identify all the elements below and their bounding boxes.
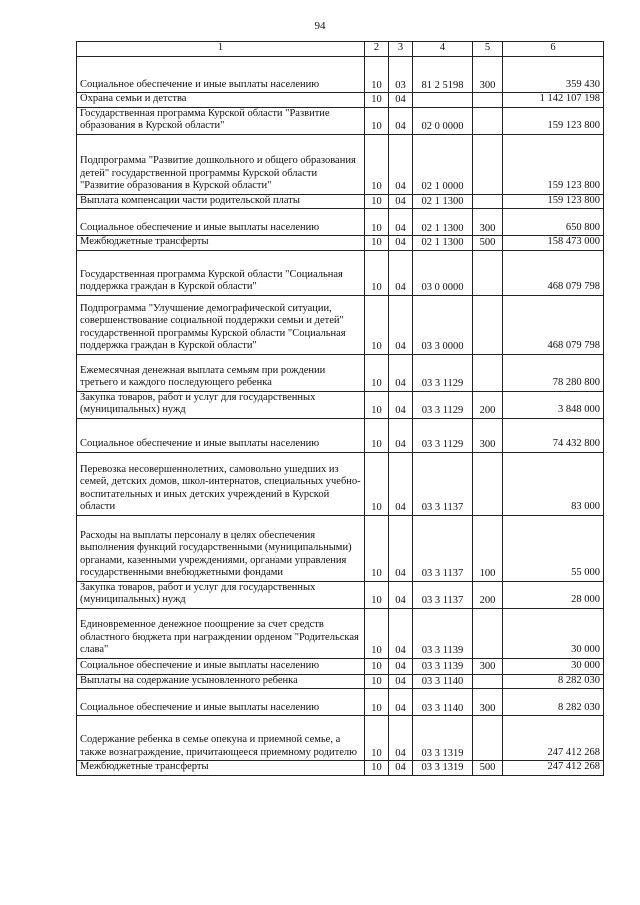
name-cell: Охрана семьи и детства (77, 93, 365, 108)
section-cell: 10 (365, 452, 389, 515)
table-row (77, 674, 604, 689)
subsection-cell: 04 (389, 354, 413, 391)
target-article-cell: 81 2 5198 (413, 57, 473, 93)
amount-cell: 30 000 (503, 658, 604, 674)
header-cell: 4 (413, 42, 473, 57)
section-cell: 10 (365, 134, 389, 194)
amount-cell: 1 142 107 198 (503, 93, 604, 108)
table-row (77, 107, 604, 134)
section-cell: 10 (365, 658, 389, 674)
section-cell: 10 (365, 761, 389, 776)
amount-cell: 159 123 800 (503, 194, 604, 209)
section-cell: 10 (365, 674, 389, 689)
section-cell: 10 (365, 689, 389, 716)
target-article-cell: 02 1 1300 (413, 209, 473, 236)
expense-type-cell: 200 (473, 581, 503, 608)
section-cell: 10 (365, 295, 389, 354)
target-article-cell: 03 3 1129 (413, 354, 473, 391)
target-article-cell: 03 3 1139 (413, 658, 473, 674)
table-row (77, 581, 604, 608)
amount-cell: 8 282 030 (503, 674, 604, 689)
name-cell: Подпрограмма "Улучшение демографической ситуации, совершенствование социальной поддержки семьи и детей" государственной программы Курской области "Социальная поддержка граждан в Курской области" (77, 295, 365, 354)
header-cell: 5 (473, 42, 503, 57)
target-article-cell: 03 0 0000 (413, 250, 473, 295)
subsection-cell: 04 (389, 391, 413, 418)
section-cell: 10 (365, 107, 389, 134)
subsection-cell: 04 (389, 761, 413, 776)
name-cell: Выплата компенсации части родительской платы (77, 194, 365, 209)
subsection-cell: 04 (389, 209, 413, 236)
expense-type-cell (473, 250, 503, 295)
target-article-cell: 03 3 1140 (413, 674, 473, 689)
table-row (77, 515, 604, 581)
name-cell: Ежемесячная денежная выплата семьям при рождении третьего и каждого последующего ребенка (77, 354, 365, 391)
expense-type-cell (473, 194, 503, 209)
expense-type-cell (473, 134, 503, 194)
subsection-cell: 04 (389, 452, 413, 515)
amount-cell: 468 079 798 (503, 250, 604, 295)
target-article-cell (413, 93, 473, 108)
expense-type-cell (473, 354, 503, 391)
target-article-cell: 03 3 1319 (413, 761, 473, 776)
expense-type-cell (473, 608, 503, 658)
amount-cell: 650 800 (503, 209, 604, 236)
amount-cell: 3 848 000 (503, 391, 604, 418)
budget-table (76, 41, 604, 776)
table-row (77, 608, 604, 658)
table-row (77, 716, 604, 761)
subsection-cell: 04 (389, 658, 413, 674)
section-cell: 10 (365, 194, 389, 209)
table-row (77, 57, 604, 93)
table-row (77, 236, 604, 251)
name-cell: Межбюджетные трансферты (77, 236, 365, 251)
target-article-cell: 03 3 1137 (413, 581, 473, 608)
name-cell: Закупка товаров, работ и услуг для государственных (муниципальных) нужд (77, 581, 365, 608)
table-body (77, 42, 604, 776)
expense-type-cell (473, 107, 503, 134)
expense-type-cell: 500 (473, 236, 503, 251)
target-article-cell: 03 3 0000 (413, 295, 473, 354)
name-cell: Государственная программа Курской области "Социальная поддержка граждан в Курской области" (77, 250, 365, 295)
amount-cell: 468 079 798 (503, 295, 604, 354)
subsection-cell: 04 (389, 107, 413, 134)
name-cell: Перевозка несовершеннолетних, самовольно ушедших из семей, детских домов, школ-интернатов, специальных учебно-воспитательных и иных детских учреждений в Курской области (77, 452, 365, 515)
amount-cell: 159 123 800 (503, 134, 604, 194)
subsection-cell: 04 (389, 194, 413, 209)
table-row (77, 354, 604, 391)
expense-type-cell (473, 674, 503, 689)
target-article-cell: 03 3 1129 (413, 391, 473, 418)
expense-type-cell: 300 (473, 658, 503, 674)
table-row (77, 689, 604, 716)
amount-cell: 247 412 268 (503, 716, 604, 761)
subsection-cell: 04 (389, 250, 413, 295)
table-row (77, 295, 604, 354)
subsection-cell: 04 (389, 134, 413, 194)
amount-cell: 83 000 (503, 452, 604, 515)
amount-cell: 359 430 (503, 57, 604, 93)
amount-cell: 74 432 800 (503, 418, 604, 452)
section-cell: 10 (365, 581, 389, 608)
target-article-cell: 02 0 0000 (413, 107, 473, 134)
table-row (77, 134, 604, 194)
name-cell: Выплаты на содержание усыновленного ребенка (77, 674, 365, 689)
section-cell: 10 (365, 57, 389, 93)
subsection-cell: 04 (389, 581, 413, 608)
subsection-cell: 04 (389, 418, 413, 452)
amount-cell: 55 000 (503, 515, 604, 581)
amount-cell: 247 412 268 (503, 761, 604, 776)
name-cell: Подпрограмма "Развитие дошкольного и общего образования детей" государственной программы Курской области "Развитие образования в Курской области" (77, 134, 365, 194)
table-row (77, 194, 604, 209)
expense-type-cell: 300 (473, 418, 503, 452)
amount-cell: 159 123 800 (503, 107, 604, 134)
section-cell: 10 (365, 391, 389, 418)
name-cell: Социальное обеспечение и иные выплаты населению (77, 209, 365, 236)
section-cell: 10 (365, 209, 389, 236)
table-row (77, 391, 604, 418)
amount-cell: 158 473 000 (503, 236, 604, 251)
expense-type-cell (473, 452, 503, 515)
header-cell: 6 (503, 42, 604, 57)
name-cell: Закупка товаров, работ и услуг для государственных (муниципальных) нужд (77, 391, 365, 418)
target-article-cell: 03 3 1137 (413, 452, 473, 515)
section-cell: 10 (365, 236, 389, 251)
subsection-cell: 04 (389, 515, 413, 581)
name-cell: Государственная программа Курской области "Развитие образования в Курской области" (77, 107, 365, 134)
subsection-cell: 03 (389, 57, 413, 93)
amount-cell: 30 000 (503, 608, 604, 658)
section-cell: 10 (365, 250, 389, 295)
section-cell: 10 (365, 93, 389, 108)
target-article-cell: 03 3 1139 (413, 608, 473, 658)
expense-type-cell (473, 93, 503, 108)
header-cell: 3 (389, 42, 413, 57)
name-cell: Социальное обеспечение и иные выплаты населению (77, 418, 365, 452)
table-row (77, 418, 604, 452)
amount-cell: 78 280 800 (503, 354, 604, 391)
target-article-cell: 03 3 1319 (413, 716, 473, 761)
table-row (77, 761, 604, 776)
table-row (77, 658, 604, 674)
target-article-cell: 02 1 1300 (413, 236, 473, 251)
expense-type-cell: 500 (473, 761, 503, 776)
subsection-cell: 04 (389, 716, 413, 761)
section-cell: 10 (365, 418, 389, 452)
name-cell: Содержание ребенка в семье опекуна и приемной семье, а также вознаграждение, причитающееся приемному родителю (77, 716, 365, 761)
expense-type-cell: 200 (473, 391, 503, 418)
subsection-cell: 04 (389, 295, 413, 354)
expense-type-cell: 300 (473, 57, 503, 93)
expense-type-cell: 300 (473, 209, 503, 236)
target-article-cell: 03 3 1140 (413, 689, 473, 716)
target-article-cell: 03 3 1137 (413, 515, 473, 581)
subsection-cell: 04 (389, 93, 413, 108)
subsection-cell: 04 (389, 236, 413, 251)
subsection-cell: 04 (389, 689, 413, 716)
subsection-cell: 04 (389, 608, 413, 658)
name-cell: Единовременное денежное поощрение за счет средств областного бюджета при награждении орденом "Родительская слава" (77, 608, 365, 658)
table-row (77, 93, 604, 108)
target-article-cell: 02 1 1300 (413, 194, 473, 209)
table-row (77, 452, 604, 515)
section-cell: 10 (365, 515, 389, 581)
page-number: 94 (314, 20, 326, 32)
target-article-cell: 02 1 0000 (413, 134, 473, 194)
subsection-cell: 04 (389, 674, 413, 689)
expense-type-cell (473, 295, 503, 354)
name-cell: Социальное обеспечение и иные выплаты населению (77, 689, 365, 716)
header-row (77, 42, 604, 57)
section-cell: 10 (365, 354, 389, 391)
expense-type-cell: 300 (473, 689, 503, 716)
name-cell: Межбюджетные трансферты (77, 761, 365, 776)
header-cell: 1 (77, 42, 365, 57)
name-cell: Социальное обеспечение и иные выплаты населению (77, 57, 365, 93)
table-row (77, 209, 604, 236)
expense-type-cell: 100 (473, 515, 503, 581)
amount-cell: 28 000 (503, 581, 604, 608)
amount-cell: 8 282 030 (503, 689, 604, 716)
name-cell: Социальное обеспечение и иные выплаты населению (77, 658, 365, 674)
section-cell: 10 (365, 608, 389, 658)
table-row (77, 250, 604, 295)
expense-type-cell (473, 716, 503, 761)
target-article-cell: 03 3 1129 (413, 418, 473, 452)
section-cell: 10 (365, 716, 389, 761)
name-cell: Расходы на выплаты персоналу в целях обеспечения выполнения функций государственными (муниципальными) органами, казенными учреждениями, органами управления государственными внебюджетными фондами (77, 515, 365, 581)
header-cell: 2 (365, 42, 389, 57)
